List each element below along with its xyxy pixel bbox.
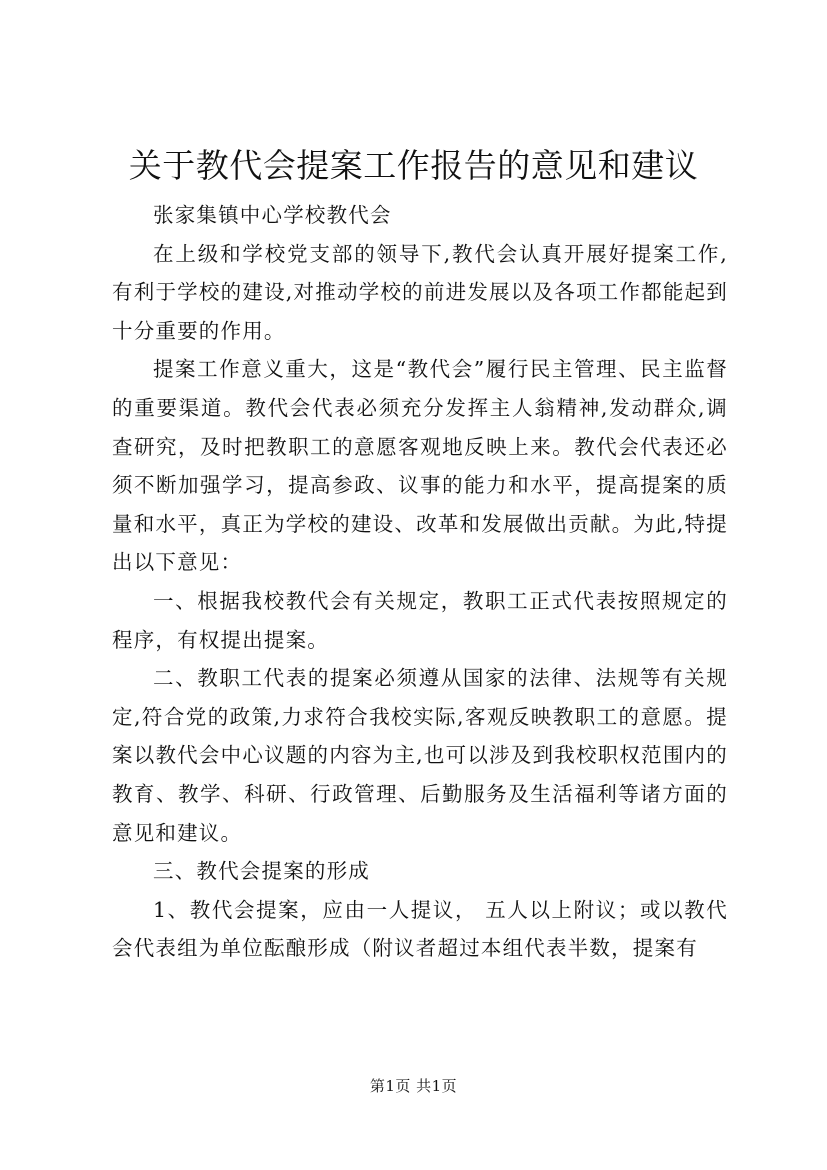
paragraph-item-three-heading: 三、教代会提案的形成 — [153, 859, 370, 884]
document-body — [112, 196, 728, 968]
paragraph-intro: 在上级和学校党支部的领导下,教代会认真开展好提案工作,有利于学校的建设,对推动学校的前进发展以及各项工作都能起到十分重要的作用。 — [112, 241, 728, 343]
page-footer: 第1页 共1页 — [369, 1077, 458, 1095]
paragraph-author: 张家集镇中心学校教代会 — [153, 203, 392, 227]
paragraph-item-one: 一、根据我校教代会有关规定，教职工正式代表按照规定的程序，有权提出提案。 — [112, 588, 728, 652]
paragraph-significance: 提案工作意义重大，这是“教代会”履行民主管理、民主监督的重要渠道。教代会代表必须充分发挥主人翁精神,发动群众,调查研究，及时把教职工的意愿客观地反映上来。教代会代表还必须不断加强学习，提高参政、议事的能力和水平，提高提案的质量和水平，真正为学校的建设、改革和发展做出贡献。为此,特提出以下意见： — [112, 357, 728, 575]
paragraph-item-three-one: 1、教代会提案，应由一人提议， 五人以上附议；或以教代会代表组为单位酝酿形成（附议者超过本组代表半数，提案有 — [112, 897, 728, 961]
document-title: 关于教代会提案工作报告的意见和建议 — [128, 146, 699, 185]
paragraph-item-two: 二、教职工代表的提案必须遵从国家的法律、法规等有关规定,符合党的政策,力求符合我校实际,客观反映教职工的意愿。提案以教代会中心议题的内容为主,也可以涉及到我校职权范围内的教育、教学、科研、行政管理、后勤服务及生活福利等诸方面的意见和建议。 — [112, 666, 728, 845]
